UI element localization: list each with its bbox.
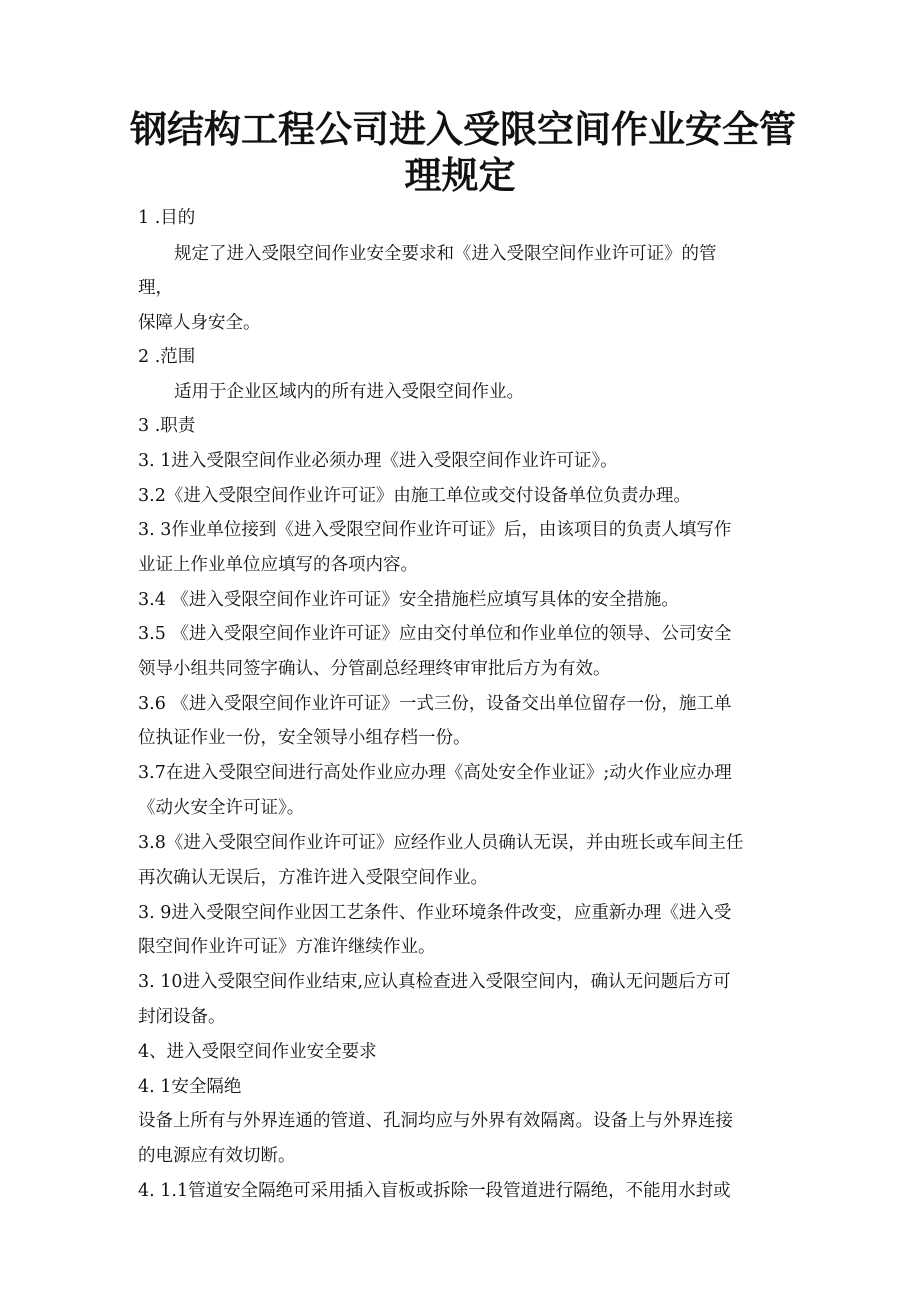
section-heading-scope: 2 .范围 (138, 347, 196, 367)
clause-line: 3.4 《进入受限空间作业许可证》安全措施栏应填写具体的安全措施。 (138, 590, 679, 610)
clause-line: 3. 9进入受限空间作业因工艺条件、作业环境条件改变，应重新办理《进入受 (138, 903, 732, 923)
clause-line: 再次确认无误后，方准许进入受限空间作业。 (138, 868, 488, 888)
clause-line: 4. 1安全隔绝 (138, 1077, 242, 1097)
clause-line: 领导小组共同签字确认、分管副总经理终审审批后方为有效。 (138, 659, 611, 679)
clause-line: 3.5 《进入受限空间作业许可证》应由交付单位和作业单位的领导、公司安全 (138, 624, 732, 644)
section-heading-safety-requirements: 4、进入受限空间作业安全要求 (138, 1042, 377, 1062)
clause-line: 3. 10进入受限空间作业结束,应认真检查进入受限空间内，确认无问题后方可 (138, 972, 731, 992)
clause-line: 3.6 《进入受限空间作业许可证》一式三份，设备交出单位留存一份，施工单 (138, 694, 732, 714)
paragraph-line: 规定了进入受限空间作业安全要求和《进入受限空间作业许可证》的管 (174, 244, 717, 264)
section-heading-responsibilities: 3 .职责 (138, 416, 196, 436)
clause-line: 3.8《进入受限空间作业许可证》应经作业人员确认无误，并由班长或车间主任 (138, 833, 744, 853)
clause-line: 位执证作业一份，安全领导小组存档一份。 (138, 728, 471, 748)
clause-line: 《动火安全许可证》。 (138, 798, 305, 818)
paragraph-line: 的电源应有效切断。 (138, 1146, 296, 1166)
clause-line: 3.7在进入受限空间进行高处作业应办理《高处安全作业证》;动火作业应办理 (138, 763, 732, 783)
paragraph-line: 设备上所有与外界连通的管道、孔洞均应与外界有效隔离。设备上与外界连接 (138, 1111, 733, 1131)
paragraph-line: 适用于企业区域内的所有进入受限空间作业。 (174, 382, 524, 402)
paragraph-line: 理， (138, 278, 173, 298)
section-heading-purpose: 1 .目的 (138, 208, 196, 228)
clause-line: 3.2《进入受限空间作业许可证》由施工单位或交付设备单位负责办理。 (138, 486, 691, 506)
clause-line: 业证上作业单位应填写的各项内容。 (138, 555, 418, 575)
clause-line: 4. 1.1管道安全隔绝可采用插入盲板或拆除一段管道进行隔绝，不能用水封或 (138, 1181, 731, 1201)
clause-line: 3. 1进入受限空间作业必须办理《进入受限空间作业许可证》。 (138, 451, 618, 471)
document-title-line-1: 钢结构工程公司进入受限空间作业安全管 (130, 108, 796, 151)
clause-line: 3. 3作业单位接到《进入受限空间作业许可证》后，由该项目的负责人填写作 (138, 520, 732, 540)
paragraph-line: 保障人身安全。 (138, 313, 261, 333)
document-title-line-2: 理规定 (404, 154, 516, 197)
clause-line: 限空间作业许可证》方准许继续作业。 (138, 937, 436, 957)
clause-line: 封闭设备。 (138, 1007, 226, 1027)
